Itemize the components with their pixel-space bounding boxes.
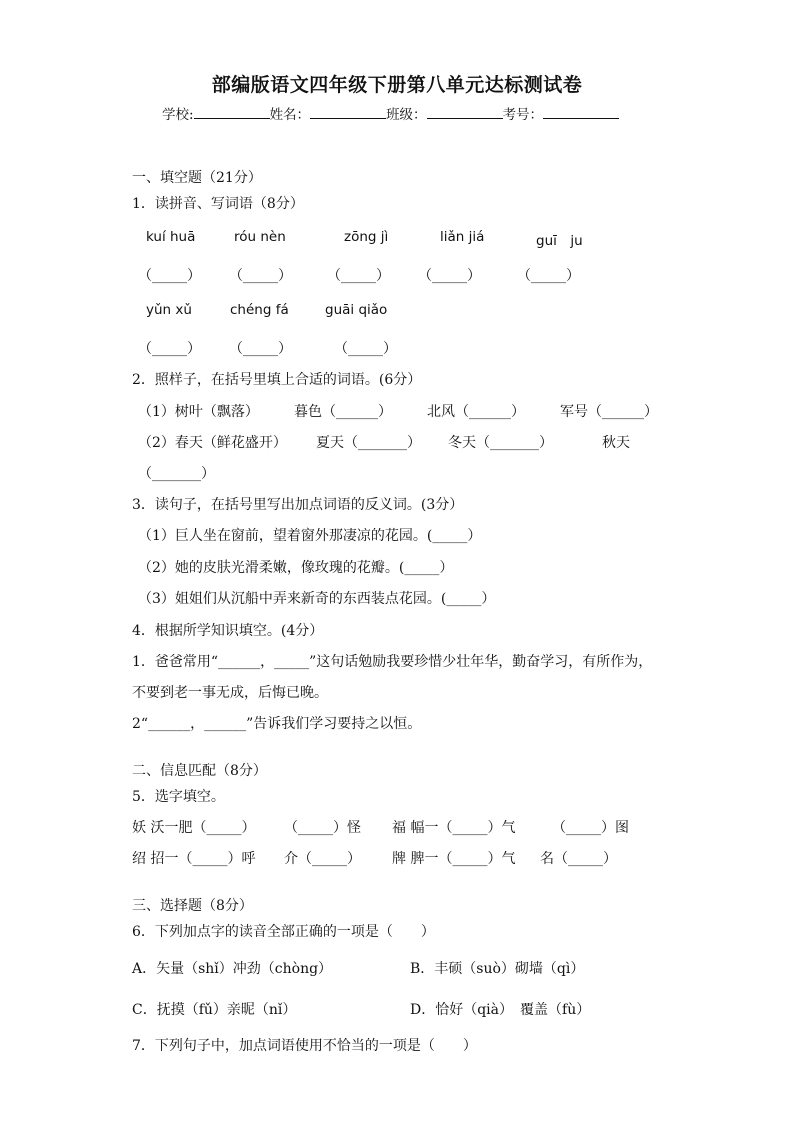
- q7-label: 7．下列句子中，加点词语使用不恰当的一项是（ ）: [132, 1038, 477, 1054]
- q2-item[interactable]: 北风（______）: [427, 404, 525, 420]
- q2-item[interactable]: 冬天（_______）: [448, 435, 553, 451]
- q4-line-1[interactable]: 1．爸爸常用“______，_____”这句话勉励我要珍惜少壮年华，勤奋学习，有所作为，: [132, 654, 653, 670]
- q5-item[interactable]: 绍 招一（_____）呼: [132, 851, 256, 867]
- pinyin-4: liǎn jiá: [440, 229, 485, 245]
- section1-heading: 一、填空题（21分）: [132, 170, 262, 186]
- q5-item[interactable]: 福 幅一（_____）气: [392, 820, 516, 836]
- answer-blank[interactable]: （_____）: [229, 268, 292, 284]
- q2-item[interactable]: 夏天（_______）: [316, 435, 421, 451]
- info-line: [162, 103, 619, 123]
- q5-item[interactable]: （_____）怪: [284, 820, 361, 836]
- answer-blank[interactable]: （_____）: [327, 268, 390, 284]
- pinyin-6: yǔn xǔ: [146, 302, 192, 318]
- q5-label: 5．选字填空。: [132, 789, 225, 805]
- q6-option-b[interactable]: B．丰硕（suò）砌墙（qì）: [410, 961, 585, 977]
- exam-no-field[interactable]: [543, 104, 619, 119]
- q6-option-c[interactable]: C．抚摸（fǔ）亲昵（nǐ）: [132, 1002, 297, 1018]
- q2-item[interactable]: （_______）: [138, 466, 215, 482]
- answer-blank[interactable]: （_____）: [418, 268, 481, 284]
- answer-blank[interactable]: （_____）: [334, 341, 397, 357]
- answer-blank[interactable]: （_____）: [138, 268, 201, 284]
- q2-item[interactable]: 暮色（______）: [294, 404, 392, 420]
- page-title: 部编版语文四年级下册第八单元达标测试卷: [211, 74, 583, 96]
- q5-item[interactable]: 妖 沃一肥（_____）: [132, 820, 256, 836]
- school-field[interactable]: [194, 104, 270, 119]
- pinyin-3: zōng jì: [344, 229, 389, 245]
- school-label: 学校:: [162, 107, 194, 123]
- q5-item[interactable]: 介（_____）: [284, 851, 361, 867]
- q2-example-2: （2）春天（鲜花盛开）: [138, 435, 287, 451]
- q2-item: 秋天: [602, 435, 630, 451]
- q6-label: 6．下列加点字的读音全部正确的一项是（ ）: [132, 924, 435, 940]
- q2-example-1: （1）树叶（飘落）: [138, 404, 259, 420]
- section3-heading: 三、选择题（8分）: [132, 898, 253, 914]
- pinyin-7: chéng fá: [230, 302, 289, 318]
- q3-item-1[interactable]: （1）巨人坐在窗前，望着窗外那凄凉的花园。(_____）: [138, 528, 482, 544]
- q6-option-d[interactable]: D．恰好（qià） 覆盖（fù）: [410, 1002, 591, 1018]
- answer-blank[interactable]: （_____）: [229, 341, 292, 357]
- pinyin-5: guī ju: [536, 233, 583, 249]
- q3-item-3[interactable]: （3）姐姐们从沉船中弄来新奇的东西装点花园。(_____）: [138, 591, 496, 607]
- answer-blank[interactable]: （_____）: [517, 268, 580, 284]
- class-field[interactable]: [427, 104, 503, 119]
- q1-label: 1．读拼音、写词语（8分）: [132, 196, 304, 212]
- q4-label: 4．根据所学知识填空。(4分）: [132, 623, 324, 639]
- answer-blank[interactable]: （_____）: [138, 341, 201, 357]
- q5-item[interactable]: （_____）图: [552, 820, 629, 836]
- q4-line-3[interactable]: 2“______，______”告诉我们学习要持之以恒。: [132, 716, 422, 732]
- q3-item-2[interactable]: （2）她的皮肤光滑柔嫩，像玫瑰的花瓣。(_____）: [138, 560, 454, 576]
- class-label: 班级：: [386, 107, 427, 123]
- pinyin-1: kuí huā: [146, 229, 196, 245]
- q5-item[interactable]: 牌 脾一（_____）气: [392, 851, 516, 867]
- q6-option-a[interactable]: A．矢量（shǐ）冲劲（chòng）: [132, 961, 333, 977]
- q2-label: 2．照样子，在括号里填上合适的词语。(6分）: [132, 372, 422, 388]
- name-field[interactable]: [310, 104, 386, 119]
- pinyin-8: guāi qiǎo: [325, 302, 388, 318]
- exam-no-label: 考号：: [502, 107, 544, 123]
- name-label: 姓名：: [269, 107, 311, 123]
- section2-heading: 二、信息匹配（8分）: [132, 763, 267, 779]
- q3-label: 3．读句子，在括号里写出加点词语的反义词。(3分）: [132, 497, 464, 513]
- pinyin-2: róu nèn: [234, 229, 286, 245]
- q5-item[interactable]: 名（_____）: [540, 851, 617, 867]
- q2-item[interactable]: 军号（______）: [560, 404, 658, 420]
- q4-line-2: 不要到老一事无成，后悔已晚。: [132, 685, 328, 701]
